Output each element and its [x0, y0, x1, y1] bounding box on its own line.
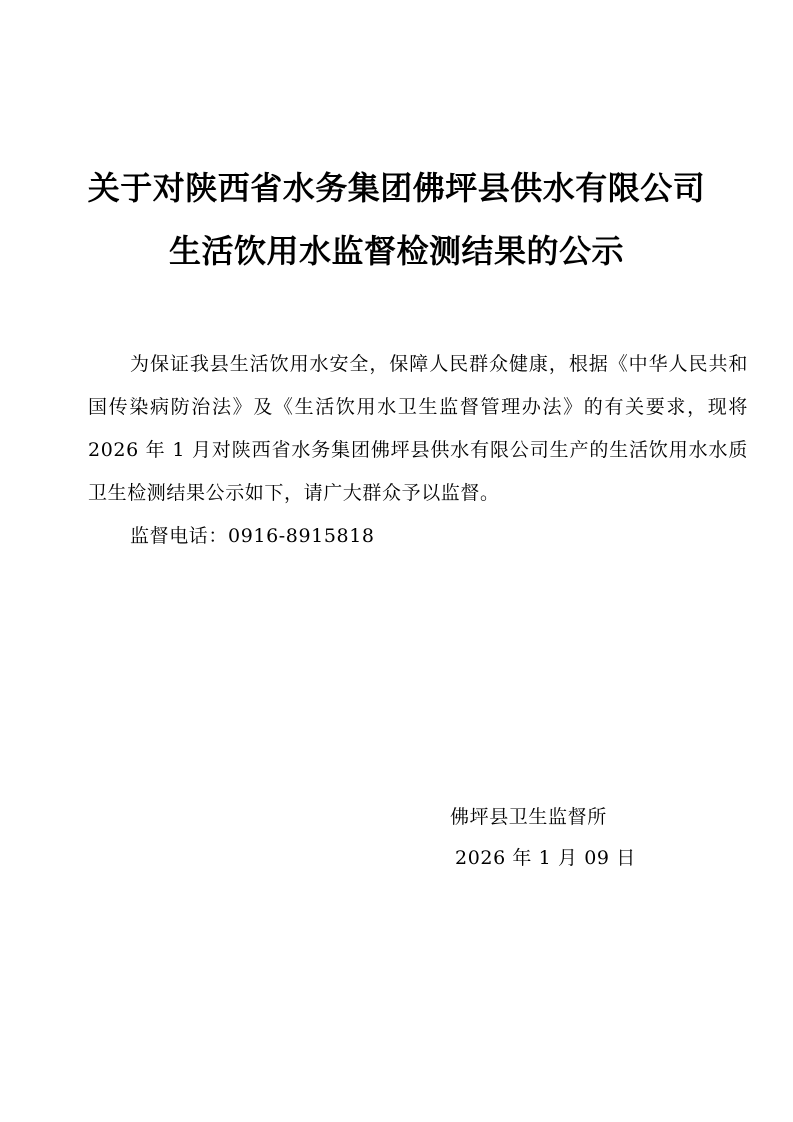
supervision-phone: 监督电话：0916-8915818	[130, 525, 375, 547]
body-paragraph: 为保证我县生活饮用水安全，保障人民群众健康，根据《中华人民共和国传染病防治法》及《生活饮用水卫生监督管理办法》的有关要求，现将 2026 年 1 月对陕西省水务集团佛坪县供水有限公司生产的生活饮用水水质卫生检测结果公示如下，请广大群众予以监督。	[88, 353, 748, 504]
signature-organization: 佛坪县卫生监督所	[450, 806, 607, 828]
document-title-line-2: 生活饮用水监督检测结果的公示	[168, 232, 624, 270]
document-title-line-1: 关于对陕西省水务集团佛坪县供水有限公司	[87, 169, 706, 207]
signature-date: 2026 年 1 月 09 日	[455, 847, 636, 869]
